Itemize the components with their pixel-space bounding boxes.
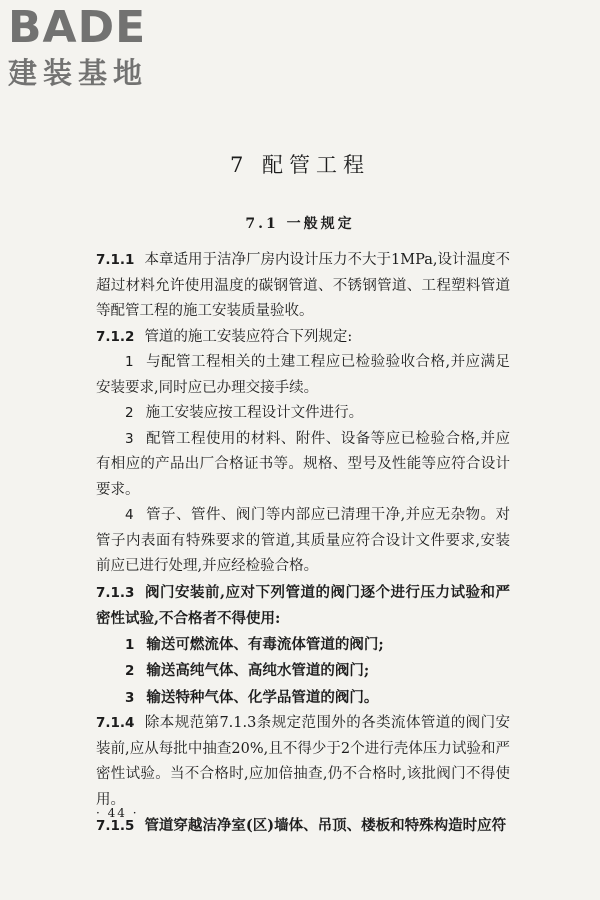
clause-text: 除本规范第7.1.3条规定范围外的各类流体管道的阀门安装前,应从每批中抽查20%,且不得少于2个进行壳体压力试验和严密性试验。当不合格时,应加倍抽查,仍不合格时,该批阀门不得使用。 bbox=[96, 715, 510, 808]
clause-text: 管道穿越洁净室(区)墙体、吊顶、楼板和特殊构造时应符 bbox=[144, 817, 507, 834]
logo-latin-text: BADE bbox=[8, 2, 147, 53]
list-item bbox=[96, 658, 510, 685]
clause-number: 7.1.2 bbox=[96, 328, 135, 345]
list-item bbox=[96, 350, 510, 401]
item-number: 2 bbox=[125, 663, 135, 679]
item-number: 3 bbox=[125, 430, 134, 447]
list-item bbox=[96, 427, 510, 504]
item-number: 1 bbox=[125, 636, 135, 653]
list-item bbox=[96, 401, 510, 427]
clause-number: 7.1.3 bbox=[96, 584, 135, 601]
chapter-title: 7 配管工程 bbox=[229, 153, 371, 177]
clause-7-1-4 bbox=[96, 711, 510, 813]
clause-7-1-3 bbox=[96, 580, 510, 632]
item-number: 4 bbox=[125, 507, 134, 523]
item-text: 与配管工程相关的土建工程应已检验验收合格,并应满足安装要求,同时应已办理交接手续。 bbox=[96, 354, 510, 396]
item-number: 1 bbox=[125, 354, 134, 370]
clause-text: 阀门安装前,应对下列管道的阀门逐个进行压力试验和严密性试验,不合格者不得使用: bbox=[96, 583, 510, 627]
page-number: · 44 · bbox=[96, 806, 139, 820]
list-item bbox=[96, 685, 510, 712]
clause-7-1-5 bbox=[96, 813, 510, 840]
item-text: 输送高纯气体、高纯水管道的阀门; bbox=[146, 662, 370, 679]
item-text: 管子、管件、阀门等内部应已清理干净,并应无杂物。对管子内表面有特殊要求的管道,其质量应符合设计文件要求,安装前应已进行处理,并应经检验合格。 bbox=[96, 507, 510, 574]
clause-7-1-1 bbox=[96, 248, 510, 325]
clause-7-1-2 bbox=[96, 325, 510, 351]
clause-text: 管道的施工安装应符合下列规定: bbox=[144, 328, 353, 345]
clause-number: 7.1.1 bbox=[96, 252, 135, 268]
clause-text: 本章适用于洁净厂房内设计压力不大于1MPa,设计温度不超过材料允许使用温度的碳钢管道、不锈钢管道、工程塑料管道等配管工程的施工安装质量验收。 bbox=[96, 252, 510, 319]
item-number: 2 bbox=[125, 405, 134, 421]
item-text: 输送可燃流体、有毒流体管道的阀门; bbox=[146, 635, 384, 653]
list-item bbox=[96, 632, 510, 659]
publisher-logo bbox=[8, 4, 178, 90]
section-title: 7.1 一般规定 bbox=[245, 216, 355, 232]
clause-number: 7.1.4 bbox=[96, 715, 135, 731]
item-number: 3 bbox=[125, 689, 135, 706]
clause-number: 7.1.5 bbox=[96, 818, 135, 834]
item-text: 施工安装应按工程设计文件进行。 bbox=[145, 405, 364, 421]
list-item bbox=[96, 503, 510, 580]
logo-chinese-text: 建装基地 bbox=[8, 56, 149, 90]
item-text: 输送特种气体、化学品管道的阀门。 bbox=[146, 688, 379, 706]
item-text: 配管工程使用的材料、附件、设备等应已检验合格,并应有相应的产品出厂合格证书等。规格、型号及性能等应符合设计要求。 bbox=[96, 430, 510, 498]
document-body bbox=[96, 248, 510, 840]
